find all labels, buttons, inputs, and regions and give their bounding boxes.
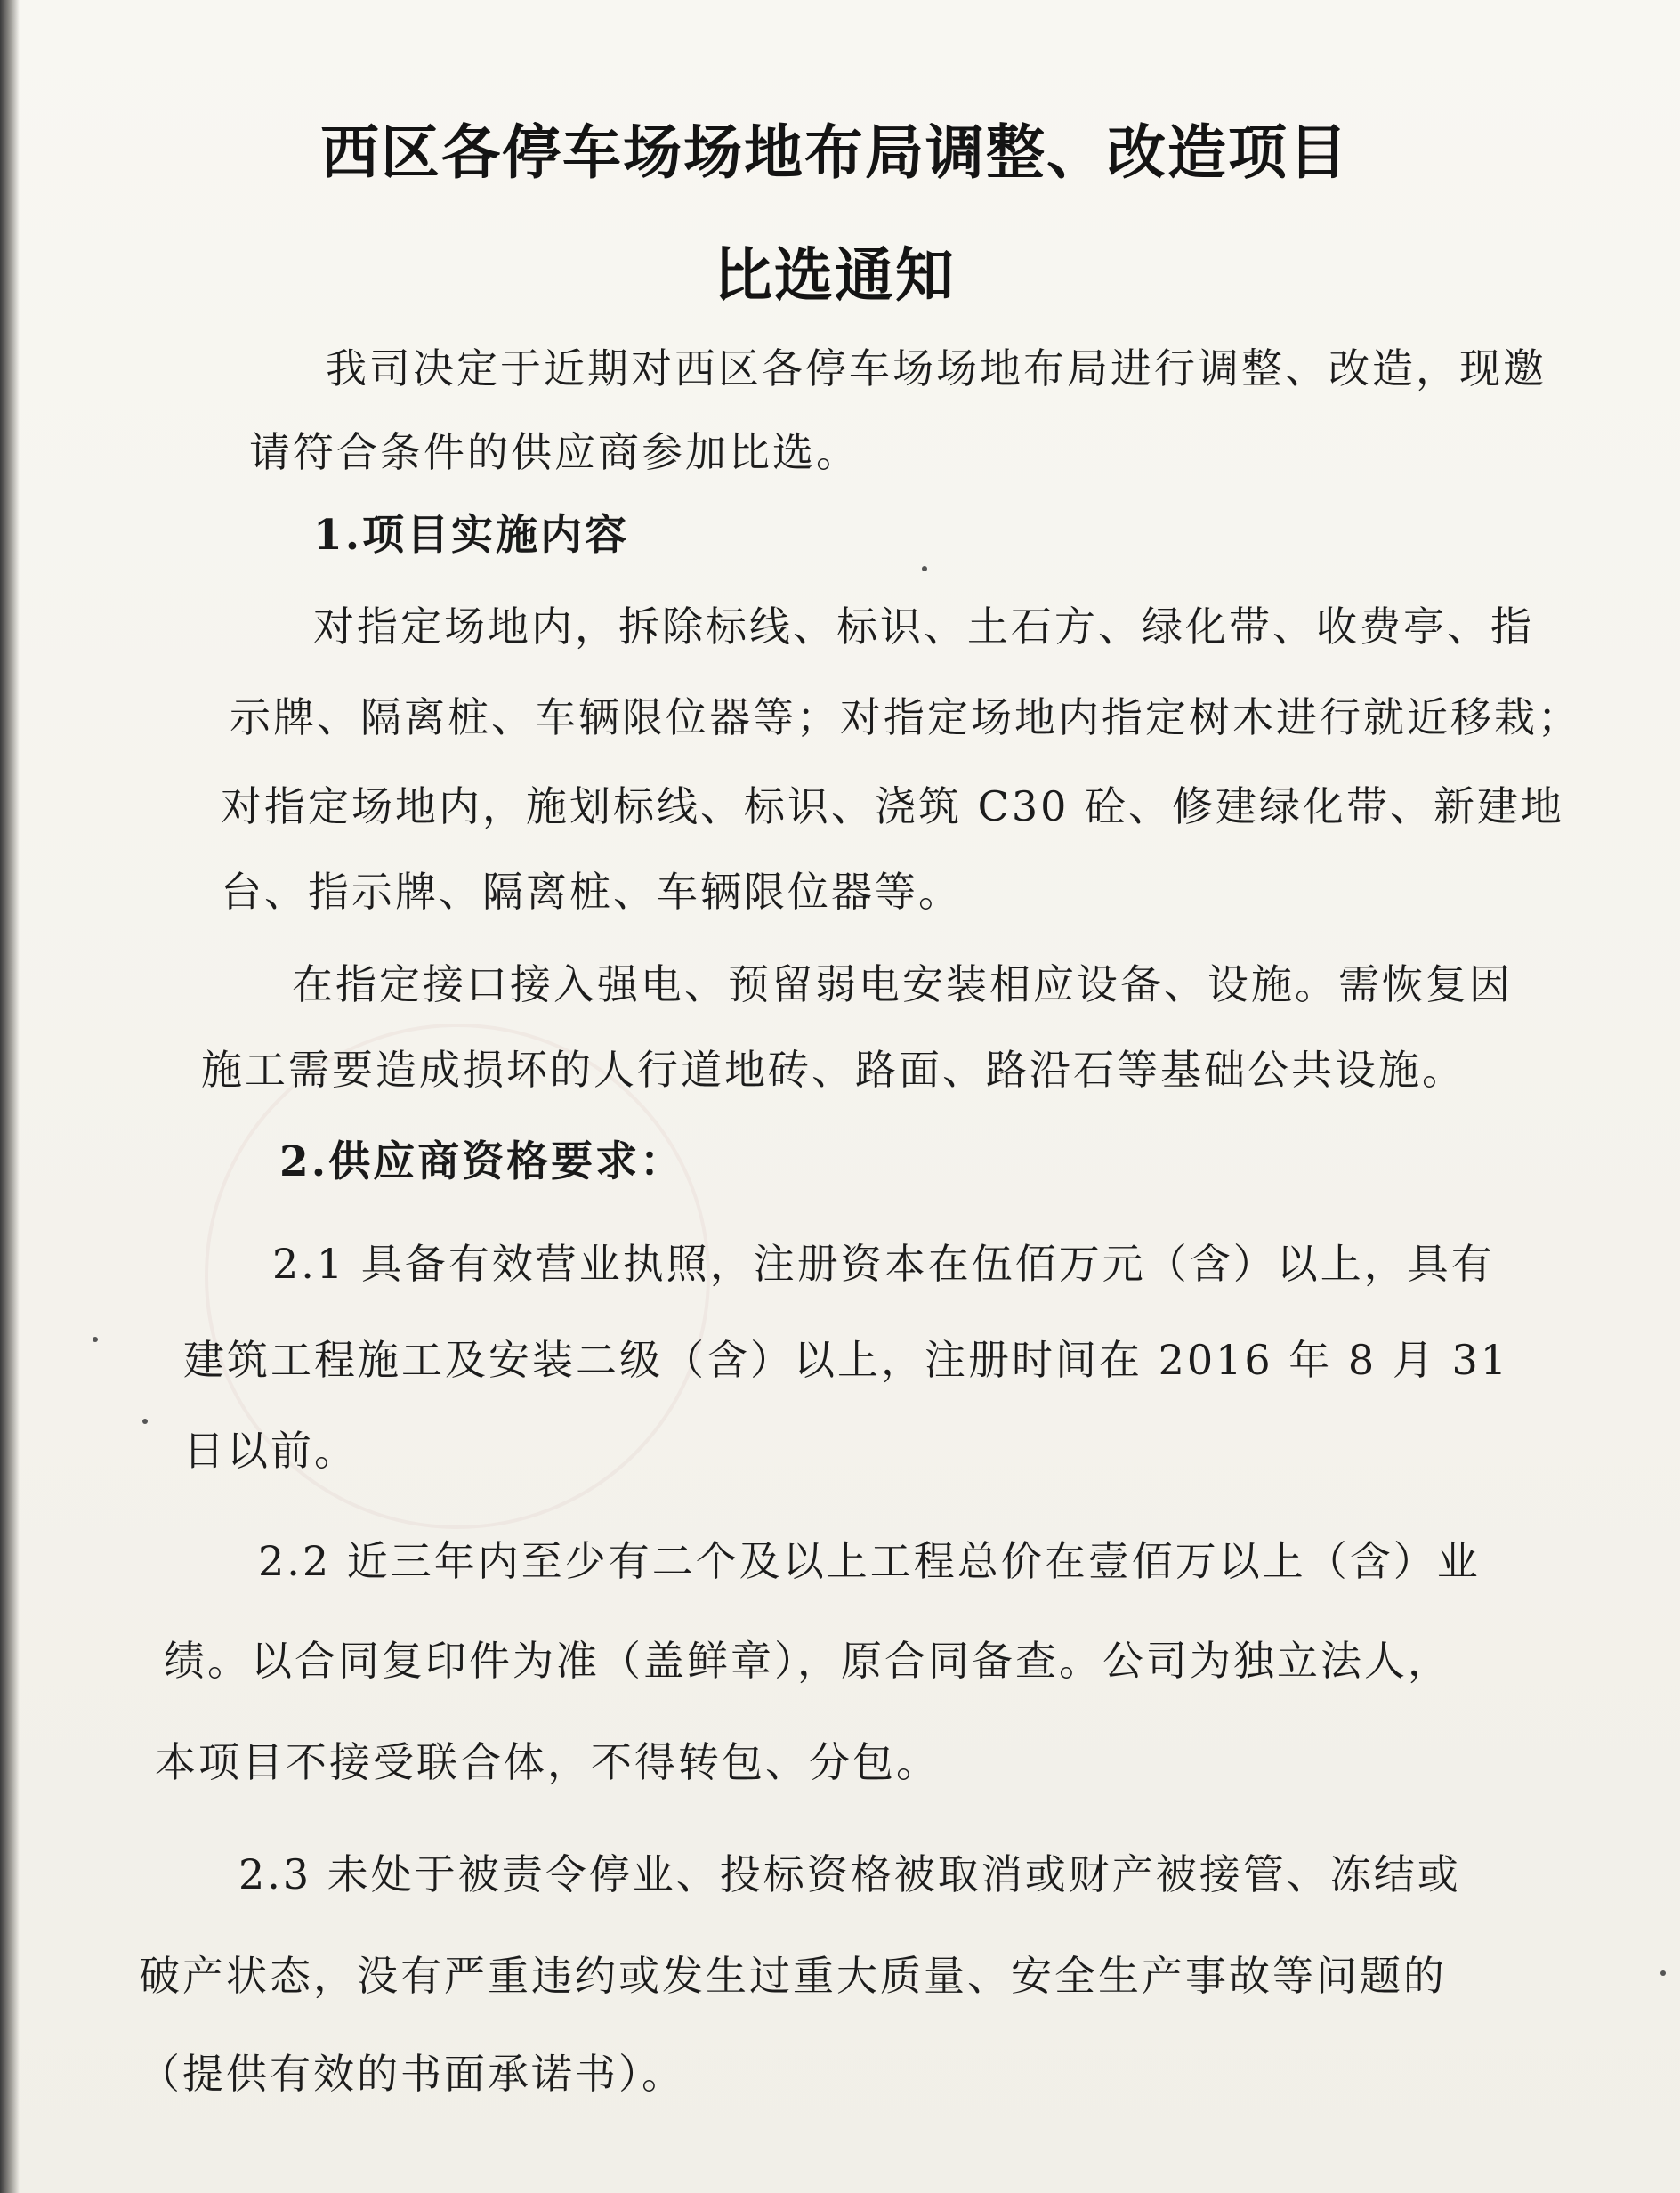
item-2-3-line-3: （提供有效的书面承诺书）。 (139, 2050, 685, 2098)
section-1-para-1-line-4: 台、指示牌、隔离桩、车辆限位器等。 (221, 868, 962, 916)
section-1-para-2-line-2: 施工需要造成损坏的人行道地砖、路面、路沿石等基础公共设施。 (201, 1046, 1466, 1094)
intro-line-2: 请符合条件的供应商参加比选。 (249, 428, 860, 476)
scan-speck (93, 1337, 98, 1342)
scan-speck (1660, 1970, 1666, 1976)
section-1-heading: 1.项目实施内容 (313, 511, 630, 560)
section-1-para-1-line-3: 对指定场地内，施划标线、标识、浇筑 C30 砼、修建绿化带、新建地 (221, 782, 1564, 830)
item-2-1-line-3: 日以前。 (183, 1427, 358, 1475)
item-2-2-line-3: 本项目不接受联合体，不得转包、分包。 (155, 1738, 940, 1786)
section-1-para-1-line-2: 示牌、隔离桩、车辆限位器等；对指定场地内指定树木进行就近移栽； (230, 693, 1581, 741)
page-edge-shadow (0, 0, 20, 2193)
scan-speck (142, 1419, 148, 1424)
section-2-heading: 2.供应商资格要求： (279, 1137, 685, 1186)
document-title-line-1: 西区各停车场场地布局调整、改造项目 (320, 118, 1349, 187)
item-2-2-line-2: 绩。以合同复印件为准（盖鲜章），原合同备查。公司为独立法人， (164, 1637, 1451, 1685)
item-2-3-line-1: 2.3 未处于被责令停业、投标资格被取消或财产被接管、冻结或 (238, 1850, 1461, 1898)
intro-line-1: 我司决定于近期对西区各停车场场地布局进行调整、改造，现邀 (326, 344, 1547, 392)
document-title-line-2: 比选通知 (714, 241, 956, 310)
section-1-para-2-line-1: 在指定接口接入强电、预留弱电安装相应设备、设施。需恢复因 (292, 960, 1513, 1008)
item-2-2-line-1: 2.2 近三年内至少有二个及以上工程总价在壹佰万以上（含）业 (258, 1537, 1481, 1585)
scan-speck (922, 566, 927, 571)
section-1-para-1-line-1: 对指定场地内，拆除标线、标识、土石方、绿化带、收费亭、指 (313, 603, 1534, 651)
item-2-3-line-2: 破产状态，没有严重违约或发生过重大质量、安全生产事故等问题的 (139, 1952, 1447, 2000)
item-2-1-line-1: 2.1 具备有效营业执照，注册资本在伍佰万元（含）以上，具有 (272, 1240, 1495, 1288)
item-2-1-line-2: 建筑工程施工及安装二级（含）以上，注册时间在 2016 年 8 月 31 (183, 1336, 1509, 1384)
